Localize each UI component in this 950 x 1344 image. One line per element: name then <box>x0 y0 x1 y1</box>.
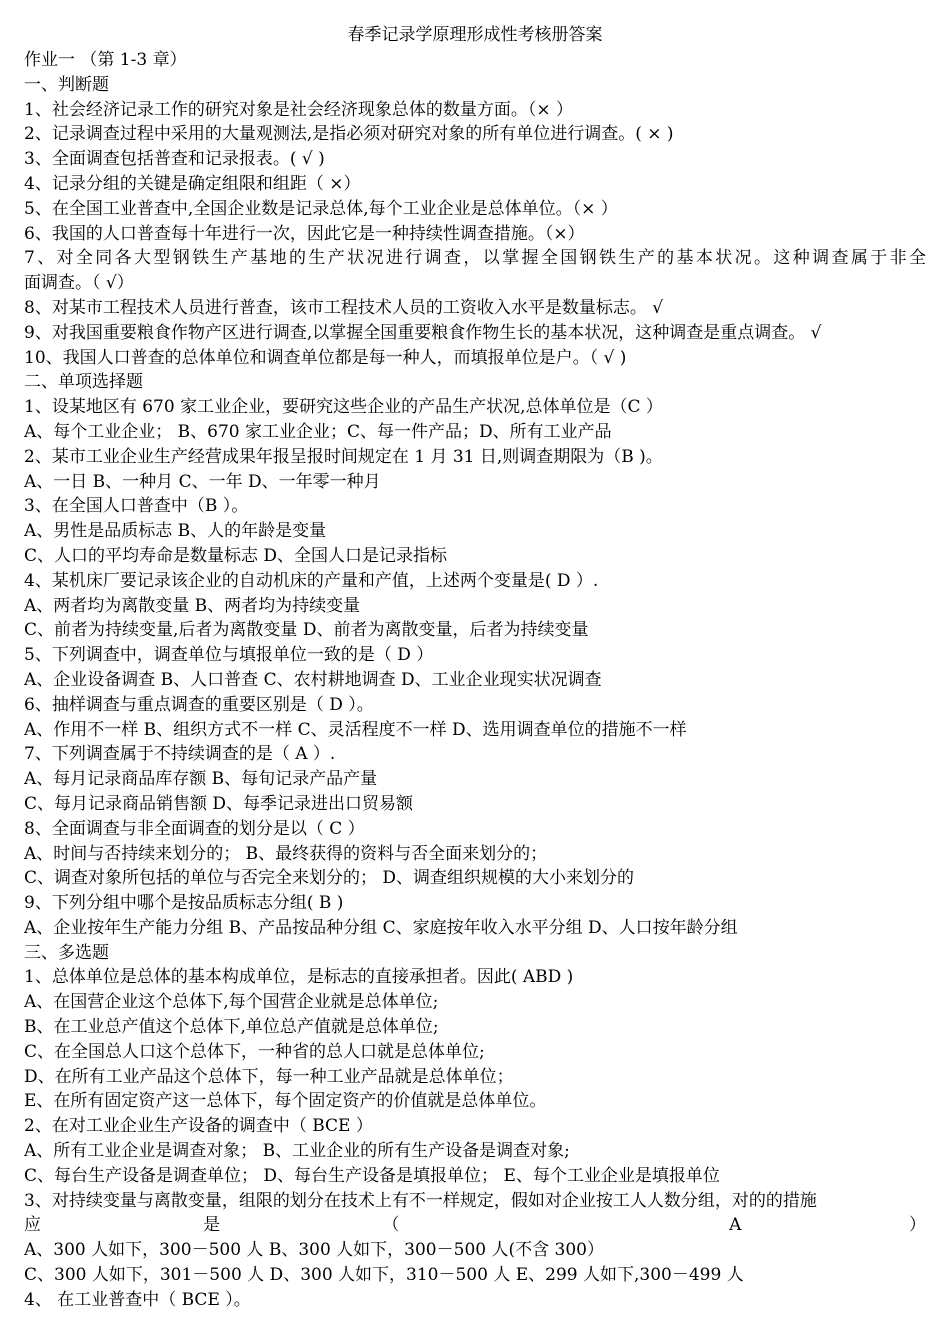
text-line: 8、对某市工程技术人员进行普查，该市工程技术人员的工资收入水平是数量标志。 √ <box>24 297 664 318</box>
text-line: 1、社会经济记录工作的研究对象是社会经济现象总体的数量方面。（× ） <box>24 99 573 120</box>
text-line: 3、在全国人口普查中（B ）。 <box>24 496 249 517</box>
text-line: A、企业设备调查 B、人口普查 C、农村耕地调查 D、工业企业现实状况调查 <box>24 669 602 690</box>
text-line: A、每个工业企业； B、670 家工业企业；C、每一件产品；D、所有工业产品 <box>24 421 612 442</box>
text-line: C、在全国总人口这个总体下，一种省的总人口就是总体单位; <box>24 1041 485 1062</box>
text-line: A、一日 B、一种月 C、一年 D、一年零一种月 <box>24 471 381 492</box>
text-line: 2、某市工业企业生产经营成果年报呈报时间规定在 1 月 31 日,则调查期限为（B )。 <box>24 446 663 467</box>
text-line: 2、在对工业企业生产设备的调查中（ BCE ） <box>24 1116 373 1137</box>
text-line: 9、下列分组中哪个是按品质标志分组( B ) <box>24 893 344 914</box>
text-line: 1、设某地区有 670 家工业企业，要研究这些企业的产品生产状况,总体单位是（C ） <box>24 397 663 418</box>
text-line: A、企业按年生产能力分组 B、产品按品种分组 C、家庭按年收入水平分组 D、人口按年龄分组 <box>24 917 738 938</box>
text-line: 应是（ A ） <box>24 1215 926 1236</box>
document-title: 春季记录学原理形成性考核册答案 <box>347 25 603 45</box>
text-line: 1、总体单位是总体的基本构成单位，是标志的直接承担者。因此( ABD ) <box>24 967 574 988</box>
text-line: 6、抽样调查与重点调查的重要区别是（ D ）。 <box>24 694 374 715</box>
text-line: A、男性是品质标志 B、人的年龄是变量 <box>24 521 327 542</box>
text-line: A、300 人如下，300－500 人 B、300 人如下，300－500 人(不含 300） <box>24 1240 604 1261</box>
text-line: C、每台生产设备是调查单位； D、每台生产设备是填报单位； E、每个工业企业是填报单位 <box>24 1165 720 1186</box>
text-line: 9、对我国重要粮食作物产区进行调查,以掌握全国重要粮食作物生长的基本状况，这种调查是重点调查。 √ <box>24 322 822 343</box>
text-line: C、人口的平均寿命是数量标志 D、全国人口是记录指标 <box>24 545 448 566</box>
text-line: 4、记录分组的关键是确定组限和组距（ ×） <box>24 173 361 194</box>
text-line: A、在国营企业这个总体下,每个国营企业就是总体单位; <box>24 992 439 1013</box>
text-line: A、两者均为离散变量 B、两者均为持续变量 <box>24 595 361 616</box>
text-line: C、前者为持续变量,后者为离散变量 D、前者为离散变量，后者为持续变量 <box>24 620 589 641</box>
document-body <box>24 48 926 1313</box>
text-line: A、作用不一样 B、组织方式不一样 C、灵活程度不一样 D、选用调查单位的措施不一样 <box>24 719 687 740</box>
text-line: 2、记录调查过程中采用的大量观测法,是指必须对研究对象的所有单位进行调查。( × ) <box>24 124 674 145</box>
text-line: 作业一 （第 1-3 章） <box>24 50 187 70</box>
text-line: 5、下列调查中，调查单位与填报单位一致的是（ D ） <box>24 645 434 666</box>
text-line: 7、下列调查属于不持续调查的是（ A ）. <box>24 744 336 765</box>
text-line: 8、全面调查与非全面调查的划分是以（ C ） <box>24 818 365 839</box>
text-line: D、在所有工业产品这个总体下，每一种工业产品就是总体单位； <box>24 1066 514 1087</box>
text-line: C、调查对象所包括的单位与否完全来划分的； D、调查组织规模的大小来划分的 <box>24 868 635 889</box>
text-line: 4、某机床厂要记录该企业的自动机床的产量和产值，上述两个变量是( D ）. <box>24 570 599 591</box>
text-line: 4、 在工业普查中（ BCE ）。 <box>24 1289 251 1310</box>
text-line: 7、对全同各大型钢铁生产基地的生产状况进行调查，以掌握全国钢铁生产的基本状况。这种调查属于非全 <box>24 248 926 269</box>
text-line: C、300 人如下，301－500 人 D、300 人如下，310－500 人 E、299 人如下,300－499 人 <box>24 1265 744 1286</box>
text-line: 3、全面调查包括普查和记录报表。( √ ) <box>24 149 325 170</box>
text-line: B、在工业总产值这个总体下,单位总产值就是总体单位; <box>24 1017 439 1038</box>
text-line: 10、我国人口普查的总体单位和调查单位都是每一种人，而填报单位是户。（ √ ) <box>24 347 627 368</box>
text-line: 5、在全国工业普查中,全国企业数是记录总体,每个工业企业是总体单位。（× ） <box>24 198 618 219</box>
text-line: A、每月记录商品库存额 B、每旬记录产品产量 <box>24 769 378 790</box>
text-line: 一、判断题 <box>24 74 109 95</box>
text-line: A、所有工业企业是调查对象； B、工业企业的所有生产设备是调查对象; <box>24 1141 570 1162</box>
text-line: E、在所有固定资产这一总体下，每个固定资产的价值就是总体单位。 <box>24 1091 547 1112</box>
text-line: A、时间与否持续来划分的； B、最终获得的资料与否全面来划分的； <box>24 843 548 864</box>
text-line: C、每月记录商品销售额 D、每季记录进出口贸易额 <box>24 793 414 814</box>
text-line: 三、多选题 <box>24 942 109 963</box>
text-line: 面调查。（ √） <box>24 273 134 294</box>
text-line: 6、我国的人口普查每十年进行一次，因此它是一种持续性调查措施。（×） <box>24 223 585 244</box>
text-line: 3、对持续变量与离散变量，组限的划分在技术上有不一样规定，假如对企业按工人人数分组，对的的措施 <box>24 1190 817 1211</box>
text-line: 二、单项选择题 <box>24 372 143 393</box>
